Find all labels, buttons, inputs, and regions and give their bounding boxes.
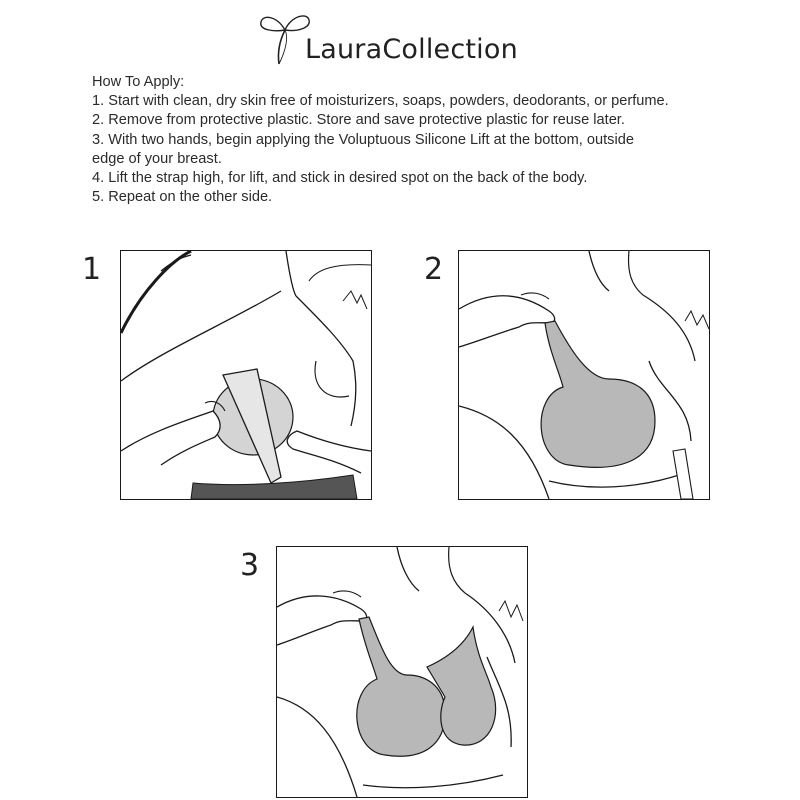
step-2-illustration bbox=[458, 250, 710, 500]
step-1-illustration bbox=[120, 250, 372, 500]
application-instructions bbox=[92, 73, 752, 207]
instruction-line: edge of your breast. bbox=[92, 150, 222, 167]
instruction-line: 1. Start with clean, dry skin free of moisturizers, soaps, powders, deodorants, or perfume. bbox=[92, 93, 669, 110]
brand-logo bbox=[255, 8, 555, 70]
brand-name: LauraCollection bbox=[305, 34, 518, 65]
step-number-1: 1 bbox=[82, 252, 102, 287]
instruction-line: 4. Lift the strap high, for lift, and stick in desired spot on the back of the body. bbox=[92, 170, 588, 187]
instruction-line: 2. Remove from protective plastic. Store and save protective plastic for reuse later. bbox=[92, 112, 625, 129]
instruction-line: 5. Repeat on the other side. bbox=[92, 189, 273, 206]
step-number-3: 3 bbox=[240, 548, 260, 583]
step-number-2: 2 bbox=[424, 252, 444, 287]
instruction-line: 3. With two hands, begin applying the Voluptuous Silicone Lift at the bottom, outside bbox=[92, 131, 634, 148]
step-3-illustration bbox=[276, 546, 528, 798]
instructions-heading: How To Apply: bbox=[92, 74, 185, 90]
